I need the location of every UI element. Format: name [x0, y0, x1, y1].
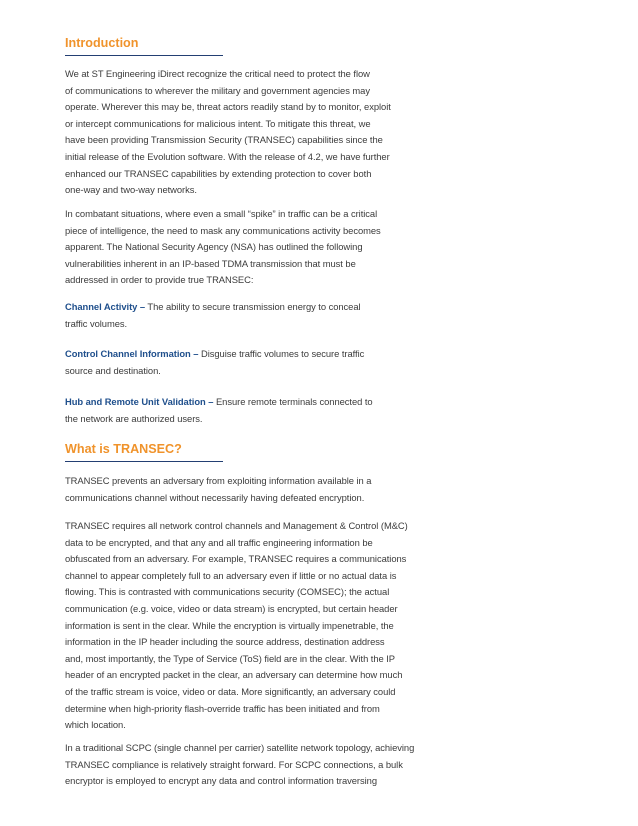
text-line: piece of intelligence, the need to mask any communications activity becomes [65, 224, 381, 236]
text-line: apparent. The National Security Agency (NSA) has outlined the following [65, 241, 363, 253]
text-line: information is sent in the clear. While the encryption is virtually impenetrable, the [65, 619, 394, 631]
text-line: TRANSEC prevents an adversary from exploiting information available in a [65, 475, 372, 486]
text-line: communications channel without necessarily having defeated encryption. [65, 491, 365, 503]
item-term: Control Channel Information – [65, 348, 199, 359]
text-line: operate. Wherever this may be, threat actors readily stand by to monitor, exploit [65, 101, 391, 113]
text-line: the network are authorized users. [65, 412, 203, 424]
transec-paragraph-1 [65, 473, 395, 506]
vulnerability-item-channel-activity [65, 299, 395, 332]
text-line: flowing. This is contrasted with communications security (COMSEC); the actual [65, 586, 390, 598]
text-line [65, 394, 395, 411]
transec-paragraph-3 [65, 740, 415, 790]
text-line [65, 299, 395, 316]
text-line: In a traditional SCPC (single channel per carrier) satellite network topology, achieving [65, 742, 415, 753]
vulnerability-item-hub-remote [65, 394, 395, 427]
vulnerability-item-control-channel [65, 346, 395, 379]
text-line: initial release of the Evolution software. With the release of 4.2, we have further [65, 150, 390, 162]
text-line: TRANSEC compliance is relatively straight forward. For SCPC connections, a bulk [65, 758, 403, 770]
text-line: of communications to wherever the military and government agencies may [65, 84, 370, 96]
intro-paragraph-1 [65, 66, 395, 199]
text-line: encryptor is employed to encrypt any data and control information traversing [65, 775, 377, 787]
item-term: Hub and Remote Unit Validation – [65, 396, 214, 407]
text-line: enhanced our TRANSEC capabilities by extending protection to cover both [65, 167, 372, 179]
text-line: TRANSEC requires all network control channels and Management & Control (M&C) [65, 520, 408, 531]
text-line: communication (e.g. voice, video or data stream) is encrypted, but certain header [65, 602, 398, 614]
text-line: information in the IP header including the source address, destination address [65, 636, 385, 648]
heading-underline [65, 461, 223, 462]
text-line: and, most importantly, the Type of Service (ToS) field are in the clear. With the IP [65, 652, 395, 664]
text-line: or intercept communications for malicious intent. To mitigate this threat, we [65, 117, 371, 129]
heading-underline [65, 55, 223, 56]
text-line: channel to appear completely full to an adversary even if little or no actual data is [65, 569, 397, 581]
text-line: have been providing Transmission Security (TRANSEC) capabilities since the [65, 134, 383, 146]
section-heading-what-is-transec: What is TRANSEC? [65, 442, 182, 456]
text-line: determine when high-priority flash-override traffic has been initiated and from [65, 702, 380, 714]
item-term: Channel Activity – [65, 301, 146, 312]
section-heading-introduction: Introduction [65, 36, 139, 50]
intro-paragraph-2 [65, 206, 395, 289]
item-description: Ensure remote terminals connected to [213, 396, 373, 407]
text-line [65, 346, 395, 363]
text-line: In combatant situations, where even a small “spike” in traffic can be a critical [65, 208, 378, 219]
text-line: traffic volumes. [65, 317, 128, 329]
text-line: vulnerabilities inherent in an IP-based TDMA transmission that must be [65, 257, 356, 269]
item-description: The ability to secure transmission energy to conceal [145, 301, 361, 312]
text-line: source and destination. [65, 364, 161, 376]
text-line: obfuscated from an adversary. For example, TRANSEC requires a communications [65, 553, 407, 565]
text-line: data to be encrypted, and that any and all traffic engineering information be [65, 536, 373, 548]
text-line: addressed in order to provide true TRANSEC: [65, 274, 254, 286]
text-line: We at ST Engineering iDirect recognize the critical need to protect the flow [65, 68, 370, 79]
text-line: which location. [65, 719, 126, 731]
text-line: one-way and two-way networks. [65, 184, 197, 196]
text-line: of the traffic stream is voice, video or data. More significantly, an adversary could [65, 685, 396, 697]
text-line: header of an encrypted packet in the clear, an adversary can determine how much [65, 669, 403, 681]
transec-paragraph-2 [65, 518, 408, 734]
item-description: Disguise traffic volumes to secure traffic [198, 348, 365, 359]
